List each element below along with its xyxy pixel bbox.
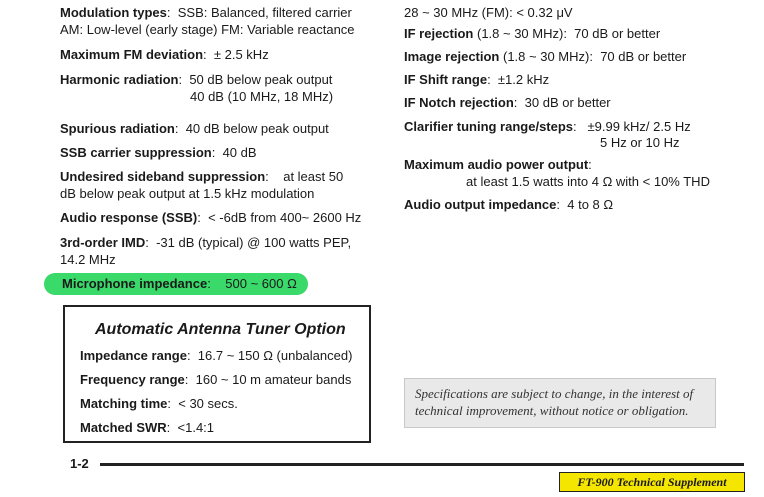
- spec-value: < -6dB from 400~ 2600 Hz: [208, 210, 362, 225]
- spec-value: 16.7 ~ 150 Ω (unbalanced): [197, 348, 353, 363]
- spec-value: -31 dB (typical) @ 100 watts PEP,: [156, 235, 352, 250]
- spec-value: 4 to 8 Ω: [567, 197, 614, 212]
- spec-label: Matched SWR: [80, 420, 167, 435]
- spec-label: Undesired sideband suppression: [60, 169, 266, 184]
- spec-value: at least 50: [283, 169, 344, 184]
- modulation-types-spec: Modulation types: SSB: Balanced, filtered carrier AM: Low-level (early stage) FM: Variable reactance: [60, 5, 355, 37]
- spec-value: 5 Hz or 10 Hz: [600, 135, 680, 150]
- if-notch-spec: IF Notch rejection: 30 dB or better: [404, 95, 611, 110]
- spec-value: ±1.2 kHz: [497, 72, 550, 87]
- tuner-frequency-spec: Frequency range: 160 ~ 10 m amateur bands: [80, 372, 352, 387]
- spec-value: 40 dB: [222, 145, 257, 160]
- audio-power-spec: Maximum audio power output:: [404, 157, 592, 172]
- spec-value: 70 dB or better: [574, 26, 661, 41]
- spec-value: 500 ~ 600 Ω: [225, 276, 297, 291]
- microphone-impedance-spec: Microphone impedance: 500 ~ 600 Ω: [62, 276, 297, 291]
- page-number: 1-2: [70, 456, 89, 471]
- spec-value: AM: Low-level (early stage) FM: Variable reactance: [60, 22, 355, 37]
- spec-value: 70 dB or better: [600, 49, 687, 64]
- spec-value: SSB: Balanced, filtered carrier: [177, 5, 352, 20]
- fm-sensitivity-spec: [404, 4, 573, 21]
- spec-label: Impedance range: [80, 348, 187, 363]
- if-shift-spec: IF Shift range: ±1.2 kHz: [404, 72, 550, 87]
- spec-label: IF rejection: [404, 26, 474, 41]
- spec-label: Audio response (SSB): [60, 210, 198, 225]
- spec-label: Harmonic radiation: [60, 72, 179, 87]
- spec-label: Spurious radiation: [60, 121, 175, 136]
- clarifier-spec: Clarifier tuning range/steps: ±9.99 kHz/ 2.5 Hz: [404, 119, 691, 134]
- fm-deviation-spec: Maximum FM deviation: ± 2.5 kHz: [60, 47, 269, 62]
- spec-value: 28 ~ 30 MHz (FM): < 0.32 μV: [404, 5, 573, 20]
- tuner-impedance-spec: Impedance range: 16.7 ~ 150 Ω (unbalanced): [80, 348, 353, 363]
- spec-label: Maximum audio power output: [404, 157, 589, 172]
- spurious-radiation-spec: Spurious radiation: 40 dB below peak output: [60, 121, 329, 136]
- spec-value: 40 dB (10 MHz, 18 MHz): [190, 89, 334, 104]
- clarifier-line2: [600, 134, 679, 151]
- image-rejection-spec: Image rejection (1.8 ~ 30 MHz): 70 dB or better: [404, 49, 687, 64]
- spec-value: ±9.99 kHz/ 2.5 Hz: [587, 119, 691, 134]
- spec-label: IF Notch rejection: [404, 95, 514, 110]
- spec-value: dB below peak output at 1.5 kHz modulation: [60, 186, 315, 201]
- spec-range: (1.8 ~ 30 MHz): [503, 49, 590, 64]
- ssb-carrier-spec: SSB carrier suppression: 40 dB: [60, 145, 257, 160]
- spec-label: Clarifier tuning range/steps: [404, 119, 574, 134]
- spec-label: SSB carrier suppression: [60, 145, 212, 160]
- spec-value: ± 2.5 kHz: [213, 47, 269, 62]
- spec-label: Audio output impedance: [404, 197, 557, 212]
- spec-range: (1.8 ~ 30 MHz): [476, 26, 564, 41]
- disclaimer-note: [404, 378, 716, 428]
- third-order-imd-spec: 3rd-order IMD: -31 dB (typical) @ 100 watts PEP, 14.2 MHz: [60, 235, 352, 267]
- tuner-title: Automatic Antenna Tuner Option: [95, 321, 346, 338]
- spec-value: 40 dB below peak output: [185, 121, 329, 136]
- harmonic-radiation-spec: Harmonic radiation: 50 dB below peak output: [60, 72, 333, 87]
- note-line: technical improvement, without notice or obligation.: [415, 403, 689, 418]
- spec-label: Microphone impedance: [62, 276, 208, 291]
- spec-value: <1.4:1: [177, 420, 215, 435]
- spec-value: 50 dB below peak output: [189, 72, 333, 87]
- spec-value: 160 ~ 10 m amateur bands: [195, 372, 352, 387]
- harmonic-radiation-line2: [190, 88, 333, 105]
- note-line: Specifications are subject to change, in the interest of: [415, 386, 694, 401]
- audio-impedance-spec: Audio output impedance: 4 to 8 Ω: [404, 197, 614, 212]
- spec-label: Matching time: [80, 396, 168, 411]
- spec-value: 30 dB or better: [524, 95, 611, 110]
- spec-value: at least 1.5 watts into 4 Ω with < 10% THD: [466, 174, 710, 189]
- audio-power-value: [466, 173, 710, 190]
- spec-label: Maximum FM deviation: [60, 47, 204, 62]
- spec-label: Frequency range: [80, 372, 185, 387]
- spec-value: < 30 secs.: [178, 396, 238, 411]
- tuner-matching-spec: Matching time: < 30 secs.: [80, 396, 238, 411]
- spec-label: Image rejection: [404, 49, 500, 64]
- spec-value: 14.2 MHz: [60, 252, 116, 267]
- spec-label: Modulation types: [60, 5, 167, 20]
- footer-rule: [100, 463, 744, 466]
- audio-response-spec: Audio response (SSB): < -6dB from 400~ 2600 Hz: [60, 210, 362, 225]
- supplement-label: FT-900 Technical Supplement: [559, 472, 745, 492]
- if-rejection-spec: IF rejection (1.8 ~ 30 MHz): 70 dB or better: [404, 26, 661, 41]
- spec-label: IF Shift range: [404, 72, 488, 87]
- undesired-sideband-spec: Undesired sideband suppression: at least 50 dB below peak output at 1.5 kHz modulation: [60, 169, 344, 201]
- spec-label: 3rd-order IMD: [60, 235, 146, 250]
- tuner-swr-spec: Matched SWR: <1.4:1: [80, 420, 215, 435]
